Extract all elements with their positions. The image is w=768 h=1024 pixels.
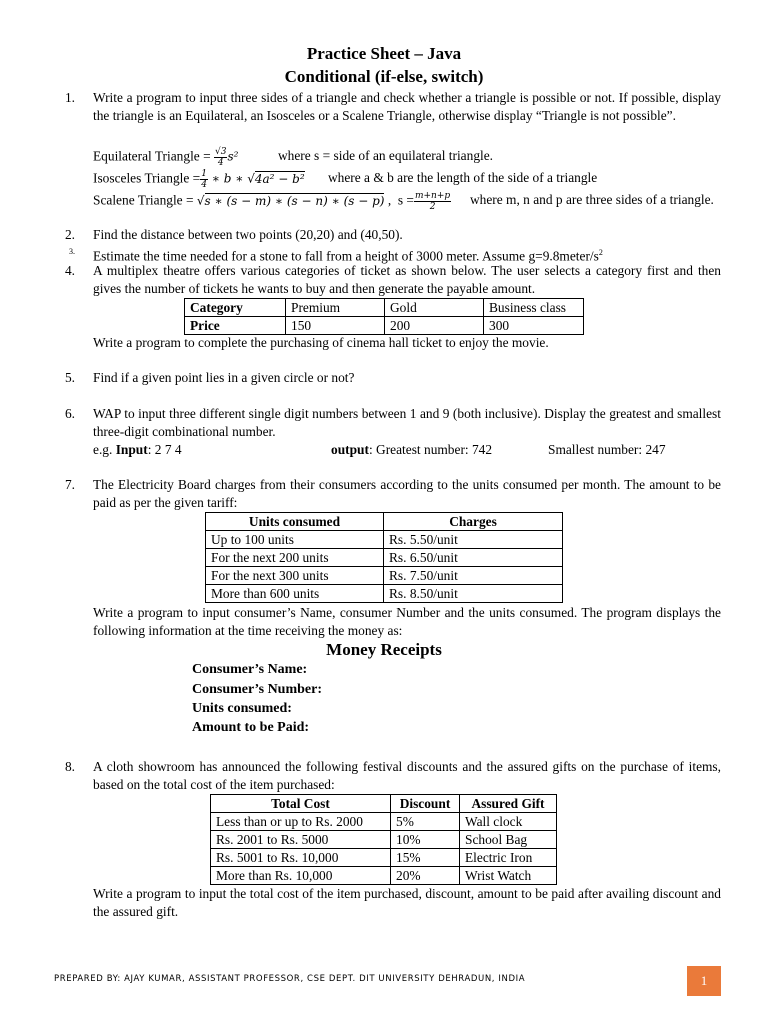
table-cell: Less than or up to Rs. 2000 [211,813,391,831]
table-row [206,567,563,585]
table-cell: Price [185,317,286,335]
question-text: Write a program to input three sides of a triangle and check whether a triangle is possible or not. If possible, display the triangle is an Equilateral, an Isosceles or a Scalene Triangle, otherwise display “Triangle is not possible”. [93,90,721,123]
table-row [211,867,557,885]
table-row [185,299,584,317]
table-cell: Electric Iron [460,849,557,867]
formula-label: Scalene Triangle = [93,192,194,208]
superscript: 2 [598,248,603,257]
formula-note: where a & b are the length of the side of a triangle [328,170,598,185]
formula-note: where s = side of an equilateral triangle. [278,148,494,163]
question-text-body: Estimate the time needed for a stone to fall from a height of 3000 meter. Assume g=9.8meter/s [93,248,599,264]
question-number: 8. [64,759,75,774]
table-cell: 300 [484,317,584,335]
receipt-title: Money Receipts [326,640,442,659]
isosceles-formula: Isosceles Triangle = $\frac{1}{4}$ ∗ b ∗ √4a² − b² [93,169,305,190]
table-row [206,549,563,567]
question-followup: Write a program to input consumer’s Name, consumer Number and the units consumed. The program displays the following information at the time receiving the money as: [93,605,721,638]
question-text: Find the distance between two points (20,20) and (40,50). [93,227,403,242]
receipt-line: Amount to be Paid: [192,720,310,735]
question-number: 3. [69,247,75,256]
table-row [206,585,563,603]
table-cell: Rs. 8.50/unit [384,585,563,603]
scalene-formula: Scalene Triangle = √s ∗ (s − m) ∗ (s − n) ∗ (s − p) , s = $\frac{m+n+p}{2}$ [93,191,451,212]
equilateral-formula: Equilateral Triangle = $\frac{√3}{4}$ s² [93,147,239,168]
question-followup: Write a program to input the total cost of the item purchased, discount, amount to be paid after availing discount and the assured gift. [93,886,721,919]
table-cell: Rs. 5.50/unit [384,531,563,549]
table-header-row [211,795,557,813]
table-cell: Wrist Watch [460,867,557,885]
table-cell: Rs. 5001 to Rs. 10,000 [211,849,391,867]
input-value: : 2 7 4 [147,442,182,457]
column-header: Assured Gift [460,795,557,813]
table-cell: Wall clock [460,813,557,831]
table-cell: School Bag [460,831,557,849]
table-cell: For the next 200 units [206,549,384,567]
question-followup: Write a program to complete the purchasing of cinema hall ticket to enjoy the movie. [93,335,549,350]
column-header: Discount [391,795,460,813]
table-header-row [206,513,563,531]
output-value: : Greatest number: 742 [368,442,493,457]
table-cell: Up to 100 units [206,531,384,549]
table-cell: 20% [391,867,460,885]
formula-label: Isosceles Triangle = [93,170,201,186]
question-number: 2. [64,227,75,242]
table-cell: Business class [484,299,584,317]
question-number: 4. [64,263,75,278]
table-cell: 5% [391,813,460,831]
tariff-table [205,512,563,603]
question-text: WAP to input three different single digit numbers between 1 and 9 (both inclusive). Display the greatest and smallest three-digit combinational number. [93,406,721,439]
table-cell: Gold [385,299,484,317]
output-label: output [331,442,369,457]
example-input [93,441,182,459]
question-text: The Electricity Board charges from their consumers according to the units consumed per month. The amount to be paid as per the given tariff: [93,477,721,510]
formula-note: where m, n and p are three sides of a triangle. [470,192,714,207]
table-cell: Rs. 7.50/unit [384,567,563,585]
input-label: Input [115,442,148,457]
table-cell: Category [185,299,286,317]
table-row [211,831,557,849]
table-cell: Rs. 2001 to Rs. 5000 [211,831,391,849]
table-row [211,849,557,867]
question-number: 7. [64,477,75,492]
table-cell: 10% [391,831,460,849]
column-header: Units consumed [206,513,384,531]
page-title: Practice Sheet – Java [306,44,462,63]
page-number: 1 [687,966,721,996]
formula-label: Equilateral Triangle = [93,148,211,164]
table-cell: More than 600 units [206,585,384,603]
column-header: Total Cost [211,795,391,813]
scalene-expression: s ∗ (s − m) ∗ (s − n) ∗ (s − p) [204,193,385,208]
table-row [211,813,557,831]
question-text: A cloth showroom has announced the following festival discounts and the assured gifts on the purchase of items, based on the total cost of the item purchased: [93,759,721,792]
discount-table [210,794,557,885]
example-output [331,441,492,459]
table-row [206,531,563,549]
question-number: 5. [64,370,75,385]
table-cell: 200 [385,317,484,335]
example-prefix: e.g. [93,442,113,457]
table-row [185,317,584,335]
example-smallest: Smallest number: 247 [548,442,666,457]
page-subtitle: Conditional (if-else, switch) [284,67,484,86]
receipt-line: Consumer’s Number: [192,682,322,697]
ticket-table [184,298,584,335]
receipt-line: Units consumed: [192,701,292,716]
footer-credit: PREPARED BY: AJAY KUMAR, ASSISTANT PROFESSOR, CSE DEPT. DIT UNIVERSITY DEHRADUN, INDIA [54,974,526,984]
question-text: Find if a given point lies in a given circle or not? [93,370,355,385]
table-cell: 15% [391,849,460,867]
column-header: Charges [384,513,563,531]
table-cell: Premium [286,299,385,317]
question-number: 6. [64,406,75,421]
question-text: A multiplex theatre offers various categories of ticket as shown below. The user selects a category first and then gives the number of tickets he wants to buy and then generate the payable amount. [93,263,721,296]
table-cell: 150 [286,317,385,335]
table-cell: More than Rs. 10,000 [211,867,391,885]
table-cell: Rs. 6.50/unit [384,549,563,567]
receipt-line: Consumer’s Name: [192,662,308,677]
question-number: 1. [64,90,75,105]
table-cell: For the next 300 units [206,567,384,585]
